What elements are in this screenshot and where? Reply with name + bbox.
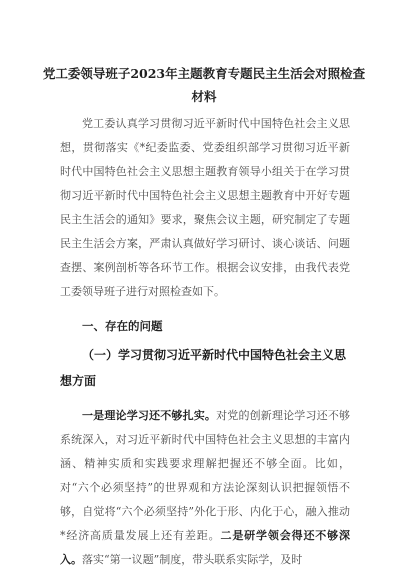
problems-paragraph <box>60 404 350 572</box>
point1-text: 对党的创新理论学习还不够系统深入，对习近平新时代中国特色社会主义思想的丰富内涵、精神实质和实践要求理解把握还不够全面。比如，对“六个必须坚持”的世界观和方法论深刻认识把握领悟不够，自觉将“六个必须坚持”外化于形、内化于心，融入推动*经济高质量发展上还有差距。 <box>60 409 351 542</box>
point2-text: 落实“第一议题”制度，带头联系实际学，及时 <box>82 553 303 566</box>
document-title: 党工委领导班子2023年主题教育专题民主生活会对照检查材料 <box>42 66 366 104</box>
subsection-heading: （一）学习贯彻习近平新时代中国特色社会主义思想方面 <box>60 348 347 388</box>
point2-lead: 二是研学领会得还不够深入。 <box>60 529 351 566</box>
section-heading: 一、存在的问题 <box>82 319 163 333</box>
intro-paragraph: 党工委认真学习贯彻习近平新时代中国特色社会主义思想，贯彻落实《*纪委监委、党委组织部学习贯彻习近平新时代中国特色社会主义思想主题教育领导小组关于在学习贯彻习近平新时代中国特色社会主义思想主题教育中开好专题民主生活会的通知》要求，聚焦会议主题，研究制定了专题民主生活会方案，严肃认真做好学习研讨、谈心谈话、问题查摆、案例剖析等各环节工作。根据会议安排，由我代表党工委领导班子进行对照检查如下。 <box>60 117 350 298</box>
point1-lead: 一是理论学习还不够扎实。 <box>82 409 217 422</box>
